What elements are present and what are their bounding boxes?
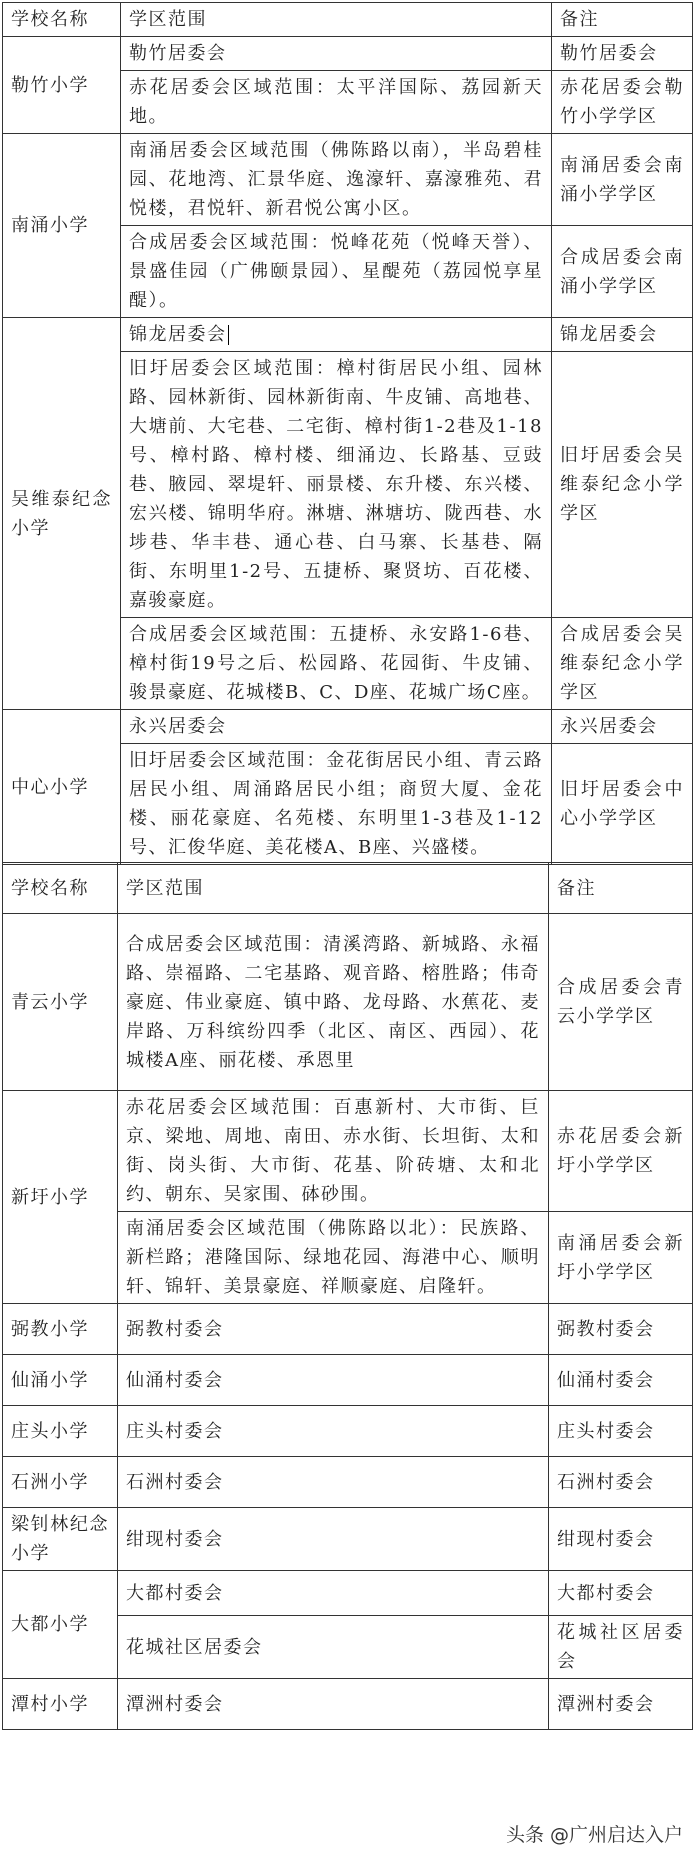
note-cell: 大都村委会 — [549, 1571, 693, 1616]
table-row — [3, 710, 693, 744]
scope-cell: 旧圩居委会区域范围：樟村街居民小组、园林路、园林新街、园林新街南、牛皮铺、高地巷、大塘前、大宅巷、二宅街、樟村街1-2巷及1-18号、樟村路、樟村楼、细涌边、长路基、豆豉巷、腋园、翠堤轩、丽景楼、东升楼、东兴楼、宏兴楼、锦明华府。淋塘、淋塘坊、陇西巷、水埗巷、华丰巷、通心巷、白马寨、长基巷、隔街、东明里1-2号、五捷桥、聚贤坊、百花楼、嘉骏豪庭。 — [121, 352, 552, 618]
scope-cell: 永兴居委会 — [121, 710, 552, 744]
scope-cell — [121, 318, 552, 352]
scope-cell: 合成居委会区域范围：五捷桥、永安路1-6巷、樟村街19号之后、松园路、花园街、牛皮铺、骏景豪庭、花城楼B、C、D座、花城广场C座。 — [121, 618, 552, 710]
school-name: 仙涌小学 — [3, 1355, 118, 1406]
scope-cell: 合成居委会区域范围：清溪湾路、新城路、永福路、崇福路、二宅基路、观音路、榕胜路；伟奇豪庭、伟业豪庭、镇中路、龙母路、水蕉花、麦岸路、万科缤纷四季（北区、南区、西园）、花城楼A座、丽花楼、承恩里 — [118, 914, 549, 1091]
table-row — [3, 1679, 693, 1730]
table-row — [3, 1457, 693, 1508]
table-row — [3, 318, 693, 352]
note-cell: 南涌居委会南涌小学学区 — [552, 134, 693, 226]
table-row — [3, 1304, 693, 1355]
header-scope: 学区范围 — [118, 863, 549, 914]
note-cell: 绀现村委会 — [549, 1508, 693, 1571]
note-cell: 合成居委会吴维泰纪念小学学区 — [552, 618, 693, 710]
school-name: 潭村小学 — [3, 1679, 118, 1730]
note-cell: 石洲村委会 — [549, 1457, 693, 1508]
header-school: 学校名称 — [3, 3, 121, 37]
table-header-row — [3, 3, 693, 37]
table-row — [3, 1091, 693, 1212]
scope-cell: 庄头村委会 — [118, 1406, 549, 1457]
scope-cell: 绀现村委会 — [118, 1508, 549, 1571]
table-row — [3, 134, 693, 226]
note-cell: 旧圩居委会吴维泰纪念小学学区 — [552, 352, 693, 618]
scope-cell: 南涌居委会区域范围（佛陈路以南），半岛碧桂园、花地湾、汇景华庭、逸濠轩、嘉濠雅苑、君悦楼，君悦轩、新君悦公寓小区。 — [121, 134, 552, 226]
header-school: 学校名称 — [3, 863, 118, 914]
school-name: 青云小学 — [3, 914, 118, 1091]
note-cell: 赤花居委会新圩小学学区 — [549, 1091, 693, 1212]
scope-cell: 旧圩居委会区域范围：金花街居民小组、青云路居民小组、周涌路居民小组；商贸大厦、金花楼、丽花豪庭、名苑楼、东明里1-3巷及1-12号、汇俊华庭、美花楼A、B座、兴盛楼。 — [121, 744, 552, 865]
note-cell: 永兴居委会 — [552, 710, 693, 744]
note-cell: 旧圩居委会中心小学学区 — [552, 744, 693, 865]
scope-cell: 潭洲村委会 — [118, 1679, 549, 1730]
note-cell: 庄头村委会 — [549, 1406, 693, 1457]
note-cell: 锦龙居委会 — [552, 318, 693, 352]
school-name: 南涌小学 — [3, 134, 121, 318]
note-cell: 合成居委会南涌小学学区 — [552, 226, 693, 318]
table-row — [3, 1508, 693, 1571]
note-cell: 合成居委会青云小学学区 — [549, 914, 693, 1091]
school-name: 新圩小学 — [3, 1091, 118, 1304]
school-name: 石洲小学 — [3, 1457, 118, 1508]
scope-cell: 大都村委会 — [118, 1571, 549, 1616]
table-row — [3, 37, 693, 71]
school-name: 大都小学 — [3, 1571, 118, 1679]
table-row — [3, 1406, 693, 1457]
scope-cell: 花城社区居委会 — [118, 1616, 549, 1679]
note-cell: 仙涌村委会 — [549, 1355, 693, 1406]
scope-cell: 石洲村委会 — [118, 1457, 549, 1508]
header-scope: 学区范围 — [121, 3, 552, 37]
school-district-table-part-2 — [2, 862, 693, 1730]
scope-cell: 弼教村委会 — [118, 1304, 549, 1355]
scope-text: 锦龙居委会 — [129, 324, 227, 345]
school-district-table-part-1 — [2, 2, 693, 865]
table-row — [3, 1355, 693, 1406]
note-cell: 花城社区居委会 — [549, 1616, 693, 1679]
school-name: 庄头小学 — [3, 1406, 118, 1457]
note-cell: 弼教村委会 — [549, 1304, 693, 1355]
table-row — [3, 914, 693, 1091]
scope-cell: 合成居委会区域范围：悦峰花苑（悦峰天誉）、景盛佳园（广佛颐景园）、星醍苑（荔园悦享星醍）。 — [121, 226, 552, 318]
scope-cell: 赤花居委会区域范围：百惠新村、大市街、巨京、梁地、周地、南田、赤水街、长坦街、太和街、岗头街、大市街、花基、阶砖塘、太和北约、朝东、吴家围、砵砂围。 — [118, 1091, 549, 1212]
school-name: 勒竹小学 — [3, 37, 121, 134]
header-note: 备注 — [549, 863, 693, 914]
table-row — [3, 1571, 693, 1616]
scope-cell: 南涌居委会区域范围（佛陈路以北）：民族路、新栏路；港隆国际、绿地花园、海港中心、顺明轩、锦轩、美景豪庭、祥顺豪庭、启隆轩。 — [118, 1212, 549, 1304]
school-name: 弼教小学 — [3, 1304, 118, 1355]
scope-cell: 仙涌村委会 — [118, 1355, 549, 1406]
header-note: 备注 — [552, 3, 693, 37]
scope-cell: 赤花居委会区域范围：太平洋国际、荔园新天地。 — [121, 71, 552, 134]
note-cell: 赤花居委会勒竹小学学区 — [552, 71, 693, 134]
note-cell: 潭洲村委会 — [549, 1679, 693, 1730]
scope-cell: 勒竹居委会 — [121, 37, 552, 71]
note-cell: 南涌居委会新圩小学学区 — [549, 1212, 693, 1304]
note-cell: 勒竹居委会 — [552, 37, 693, 71]
text-cursor — [228, 325, 229, 345]
table-header-row — [3, 863, 693, 914]
school-name: 吴维泰纪念小学 — [3, 318, 121, 710]
school-name: 中心小学 — [3, 710, 121, 865]
watermark-text: 头条 @广州启达入户 — [505, 1824, 683, 1846]
school-name: 梁钊林纪念小学 — [3, 1508, 118, 1571]
